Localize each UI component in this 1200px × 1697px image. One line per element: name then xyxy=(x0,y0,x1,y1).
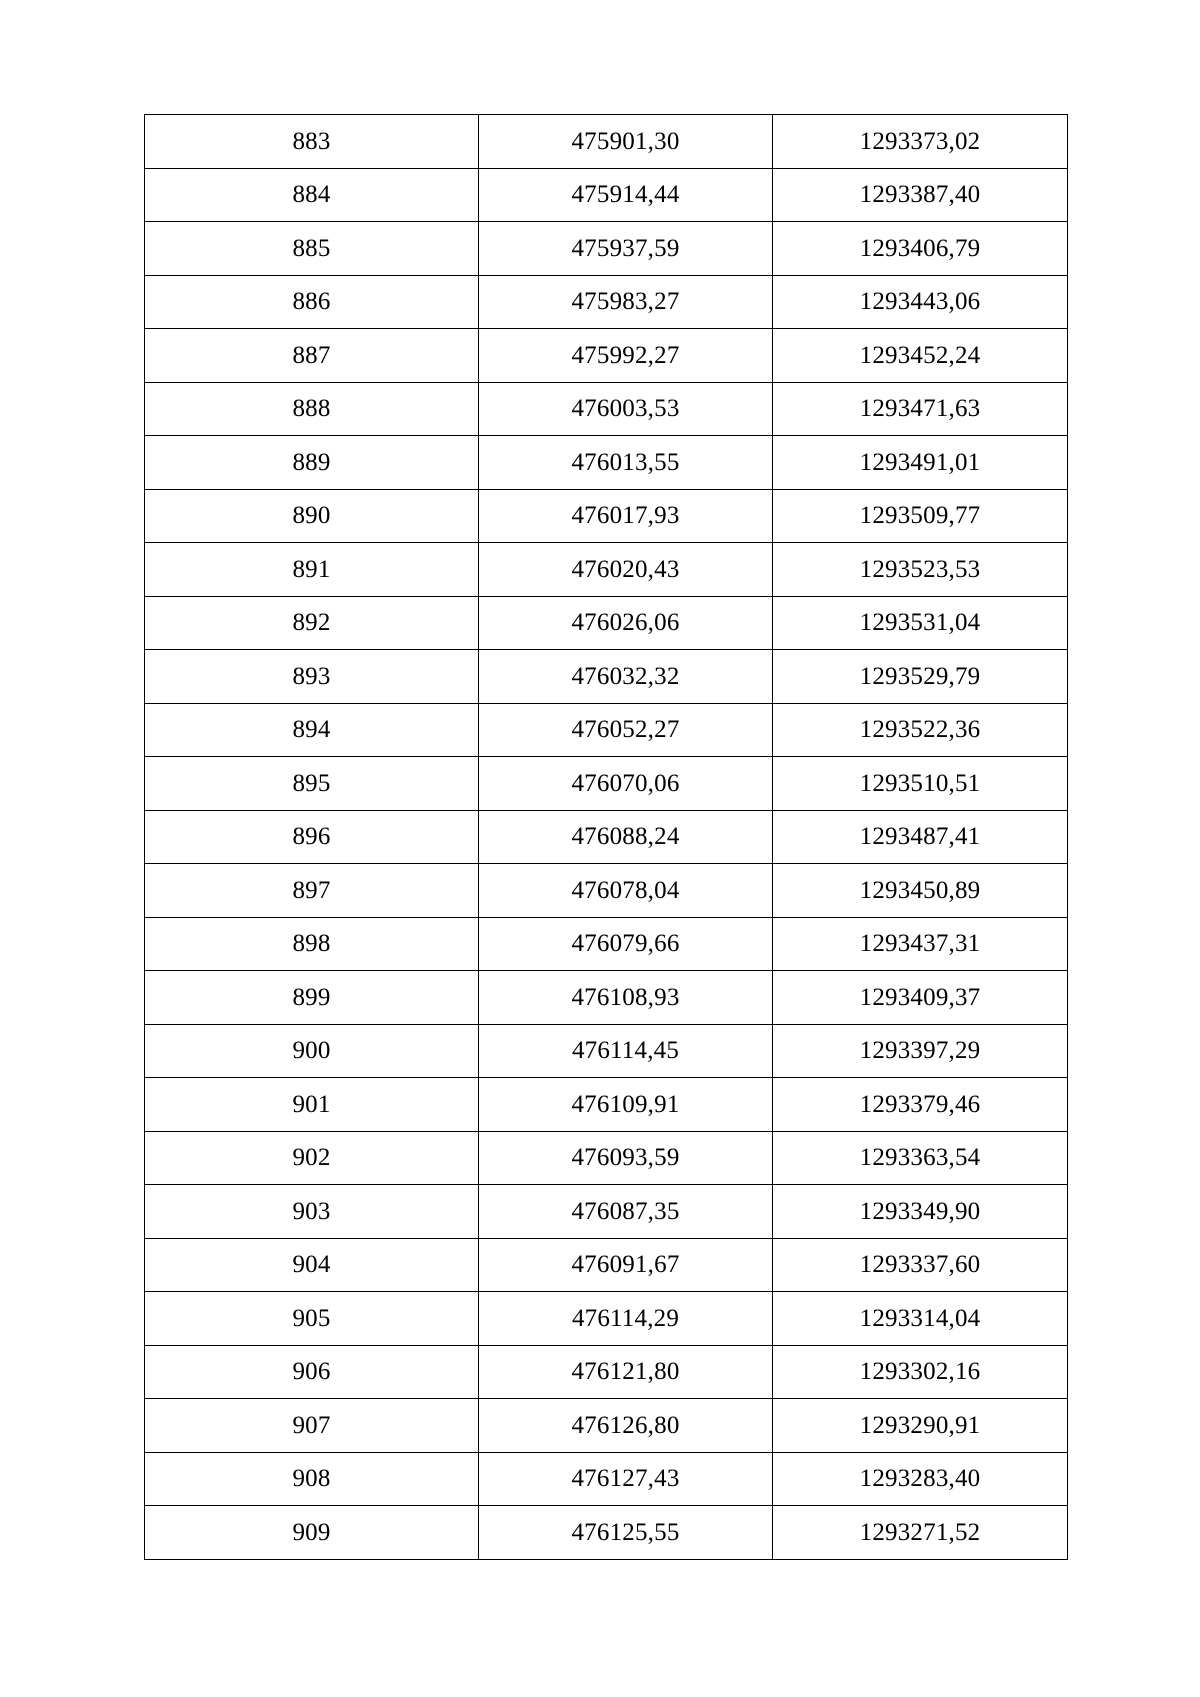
y-coordinate-cell: 1293290,91 xyxy=(773,1399,1068,1453)
y-coordinate-cell: 1293373,02 xyxy=(773,115,1068,169)
y-coordinate-cell: 1293337,60 xyxy=(773,1238,1068,1292)
table-row xyxy=(145,1024,1068,1078)
x-coordinate-cell: 476114,29 xyxy=(479,1292,773,1346)
table-row xyxy=(145,757,1068,811)
y-coordinate-cell: 1293491,01 xyxy=(773,436,1068,490)
table-row xyxy=(145,168,1068,222)
x-coordinate-cell: 475914,44 xyxy=(479,168,773,222)
y-coordinate-cell: 1293437,31 xyxy=(773,917,1068,971)
y-coordinate-cell: 1293450,89 xyxy=(773,864,1068,918)
point-number-cell: 893 xyxy=(145,650,479,704)
point-number-cell: 909 xyxy=(145,1506,479,1560)
y-coordinate-cell: 1293379,46 xyxy=(773,1078,1068,1132)
y-coordinate-cell: 1293314,04 xyxy=(773,1292,1068,1346)
table-row xyxy=(145,810,1068,864)
table-row xyxy=(145,703,1068,757)
y-coordinate-cell: 1293487,41 xyxy=(773,810,1068,864)
y-coordinate-cell: 1293271,52 xyxy=(773,1506,1068,1560)
point-number-cell: 891 xyxy=(145,543,479,597)
x-coordinate-cell: 476093,59 xyxy=(479,1131,773,1185)
x-coordinate-cell: 476125,55 xyxy=(479,1506,773,1560)
table-row xyxy=(145,543,1068,597)
point-number-cell: 894 xyxy=(145,703,479,757)
x-coordinate-cell: 475983,27 xyxy=(479,275,773,329)
y-coordinate-cell: 1293283,40 xyxy=(773,1452,1068,1506)
x-coordinate-cell: 476017,93 xyxy=(479,489,773,543)
y-coordinate-cell: 1293522,36 xyxy=(773,703,1068,757)
point-number-cell: 884 xyxy=(145,168,479,222)
point-number-cell: 886 xyxy=(145,275,479,329)
point-number-cell: 889 xyxy=(145,436,479,490)
x-coordinate-cell: 476013,55 xyxy=(479,436,773,490)
y-coordinate-cell: 1293363,54 xyxy=(773,1131,1068,1185)
y-coordinate-cell: 1293471,63 xyxy=(773,382,1068,436)
point-number-cell: 896 xyxy=(145,810,479,864)
point-number-cell: 904 xyxy=(145,1238,479,1292)
table-row xyxy=(145,1345,1068,1399)
x-coordinate-cell: 476078,04 xyxy=(479,864,773,918)
table-row xyxy=(145,275,1068,329)
x-coordinate-cell: 476088,24 xyxy=(479,810,773,864)
point-number-cell: 892 xyxy=(145,596,479,650)
table-row xyxy=(145,1399,1068,1453)
x-coordinate-cell: 476126,80 xyxy=(479,1399,773,1453)
y-coordinate-cell: 1293406,79 xyxy=(773,222,1068,276)
x-coordinate-cell: 476020,43 xyxy=(479,543,773,597)
point-number-cell: 890 xyxy=(145,489,479,543)
y-coordinate-cell: 1293302,16 xyxy=(773,1345,1068,1399)
y-coordinate-cell: 1293509,77 xyxy=(773,489,1068,543)
x-coordinate-cell: 476052,27 xyxy=(479,703,773,757)
point-number-cell: 899 xyxy=(145,971,479,1025)
point-number-cell: 903 xyxy=(145,1185,479,1239)
x-coordinate-cell: 476032,32 xyxy=(479,650,773,704)
table-row xyxy=(145,650,1068,704)
table-row xyxy=(145,1078,1068,1132)
x-coordinate-cell: 475901,30 xyxy=(479,115,773,169)
y-coordinate-cell: 1293510,51 xyxy=(773,757,1068,811)
coordinates-table-body xyxy=(145,115,1068,1560)
y-coordinate-cell: 1293529,79 xyxy=(773,650,1068,704)
table-row xyxy=(145,1506,1068,1560)
point-number-cell: 902 xyxy=(145,1131,479,1185)
table-row xyxy=(145,382,1068,436)
point-number-cell: 907 xyxy=(145,1399,479,1453)
table-row xyxy=(145,115,1068,169)
point-number-cell: 897 xyxy=(145,864,479,918)
y-coordinate-cell: 1293349,90 xyxy=(773,1185,1068,1239)
point-number-cell: 883 xyxy=(145,115,479,169)
table-row xyxy=(145,864,1068,918)
point-number-cell: 898 xyxy=(145,917,479,971)
x-coordinate-cell: 476003,53 xyxy=(479,382,773,436)
table-row xyxy=(145,222,1068,276)
x-coordinate-cell: 476079,66 xyxy=(479,917,773,971)
y-coordinate-cell: 1293523,53 xyxy=(773,543,1068,597)
x-coordinate-cell: 476121,80 xyxy=(479,1345,773,1399)
table-row xyxy=(145,596,1068,650)
y-coordinate-cell: 1293452,24 xyxy=(773,329,1068,383)
point-number-cell: 901 xyxy=(145,1078,479,1132)
x-coordinate-cell: 476091,67 xyxy=(479,1238,773,1292)
table-row xyxy=(145,436,1068,490)
x-coordinate-cell: 476108,93 xyxy=(479,971,773,1025)
point-number-cell: 905 xyxy=(145,1292,479,1346)
x-coordinate-cell: 476026,06 xyxy=(479,596,773,650)
table-row xyxy=(145,1185,1068,1239)
table-row xyxy=(145,489,1068,543)
point-number-cell: 895 xyxy=(145,757,479,811)
x-coordinate-cell: 476114,45 xyxy=(479,1024,773,1078)
point-number-cell: 887 xyxy=(145,329,479,383)
x-coordinate-cell: 476087,35 xyxy=(479,1185,773,1239)
point-number-cell: 906 xyxy=(145,1345,479,1399)
point-number-cell: 900 xyxy=(145,1024,479,1078)
point-number-cell: 908 xyxy=(145,1452,479,1506)
y-coordinate-cell: 1293443,06 xyxy=(773,275,1068,329)
y-coordinate-cell: 1293531,04 xyxy=(773,596,1068,650)
x-coordinate-cell: 475992,27 xyxy=(479,329,773,383)
x-coordinate-cell: 476109,91 xyxy=(479,1078,773,1132)
x-coordinate-cell: 476070,06 xyxy=(479,757,773,811)
point-number-cell: 885 xyxy=(145,222,479,276)
y-coordinate-cell: 1293397,29 xyxy=(773,1024,1068,1078)
point-number-cell: 888 xyxy=(145,382,479,436)
x-coordinate-cell: 475937,59 xyxy=(479,222,773,276)
table-row xyxy=(145,329,1068,383)
y-coordinate-cell: 1293387,40 xyxy=(773,168,1068,222)
coordinates-table xyxy=(144,114,1068,1560)
table-row xyxy=(145,1452,1068,1506)
table-row xyxy=(145,1238,1068,1292)
x-coordinate-cell: 476127,43 xyxy=(479,1452,773,1506)
table-row xyxy=(145,1292,1068,1346)
table-row xyxy=(145,917,1068,971)
table-row xyxy=(145,1131,1068,1185)
y-coordinate-cell: 1293409,37 xyxy=(773,971,1068,1025)
table-row xyxy=(145,971,1068,1025)
